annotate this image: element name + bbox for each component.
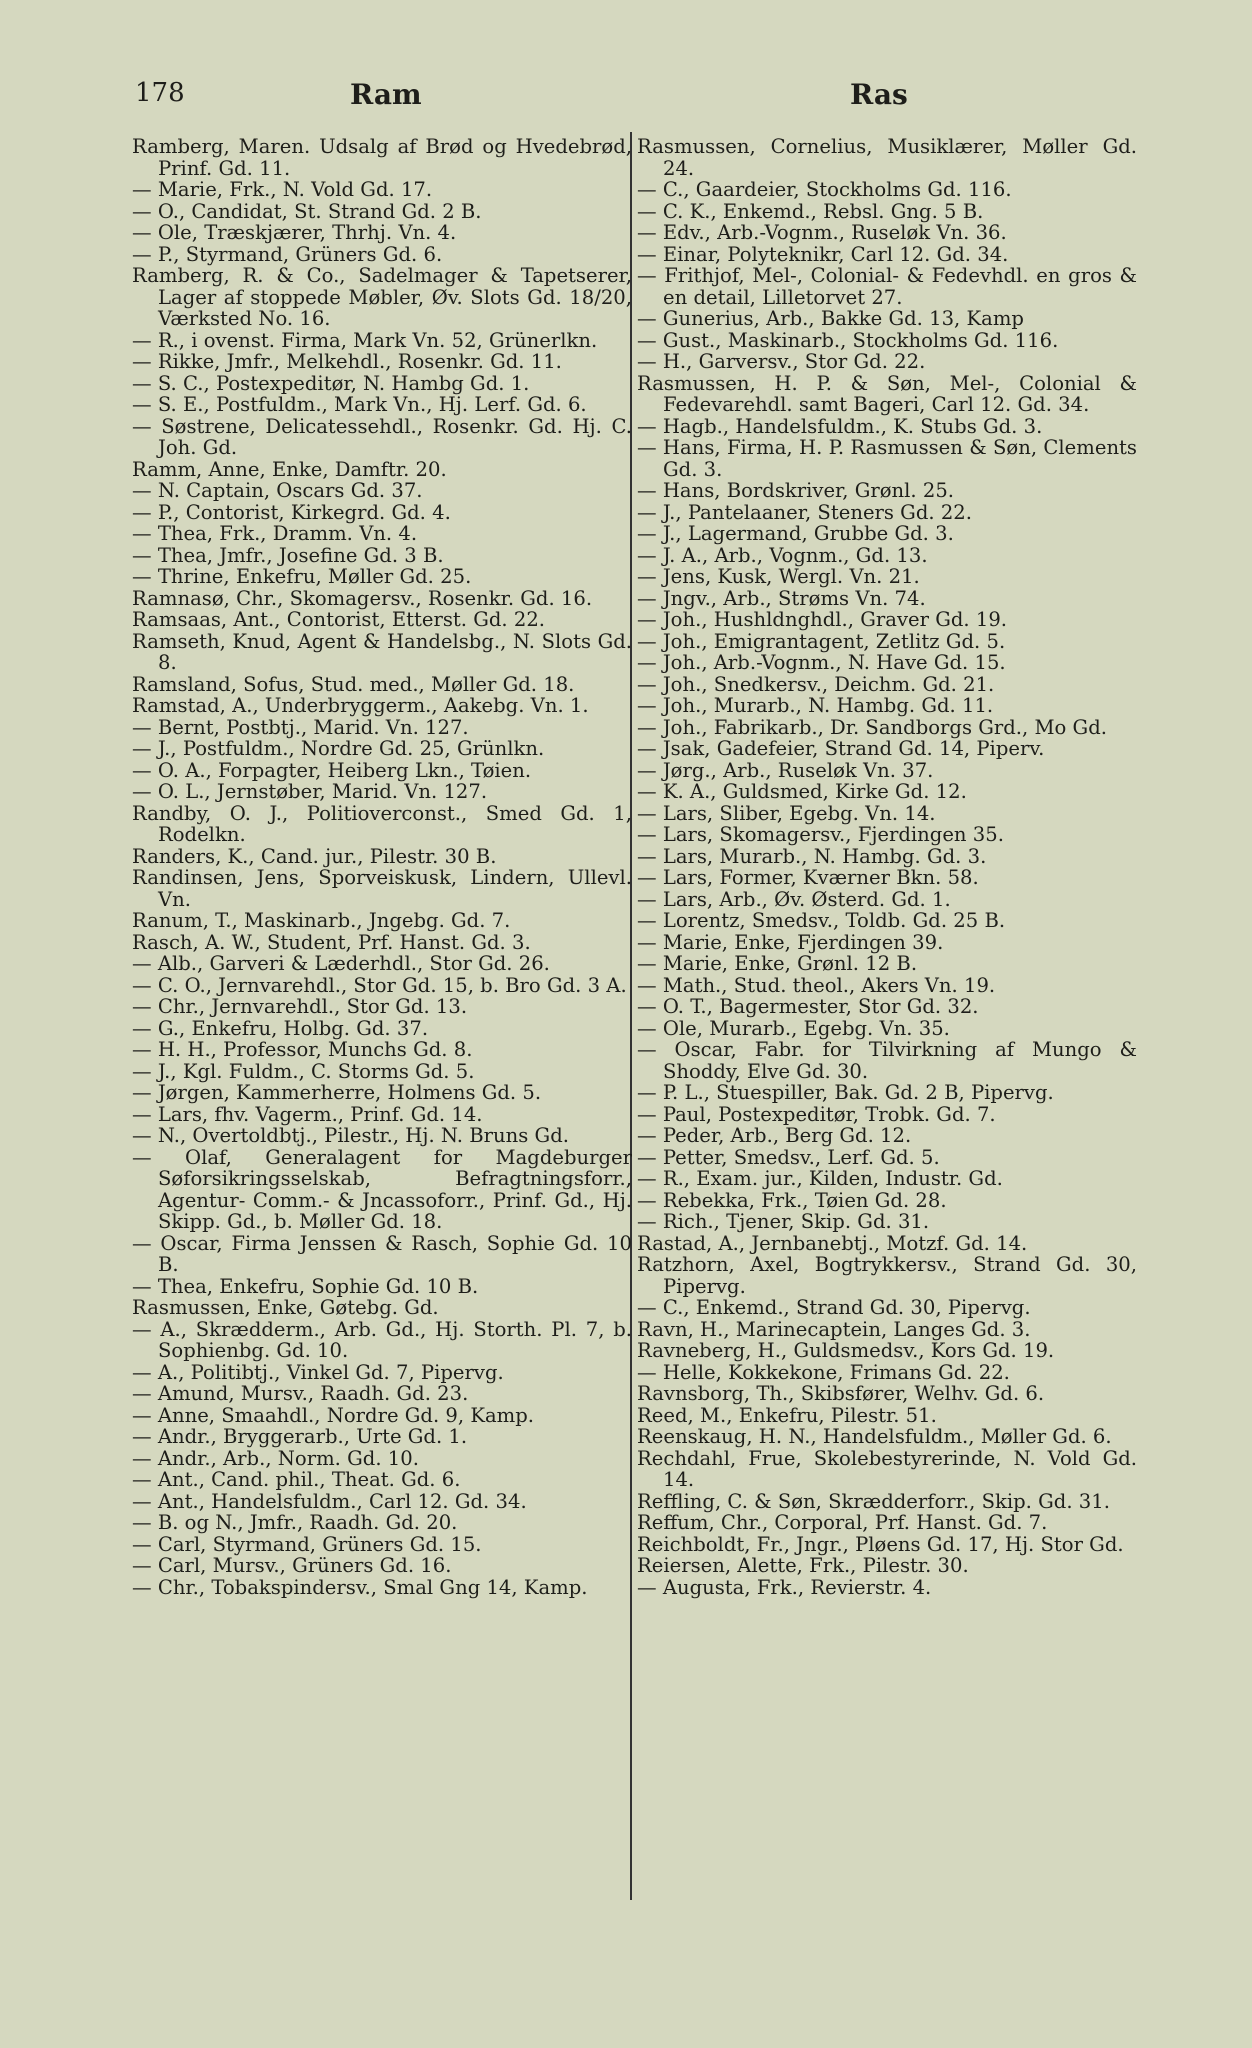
directory-entry: — Joh., Snedkersv., Deichm. Gd. 21. [637, 672, 995, 696]
directory-entry: — Frithjof, Mel-, Colonial- & Fedevhdl. en gros & en detail, Lilletorvet 27. [637, 264, 1137, 309]
directory-entry: — B. og N., Jmfr., Raadh. Gd. 20. [132, 1511, 458, 1534]
directory-entry: — O. A., Forpagter, Heiberg Lkn., Tøien. [132, 758, 532, 782]
directory-entry: Ranum, T., Maskinarb., Jngebg. Gd. 7. [132, 909, 511, 932]
directory-entry: — Jens, Kusk, Wergl. Vn. 21. [637, 565, 920, 588]
page-number: 178 [135, 78, 185, 108]
directory-entry: Reiersen, Alette, Frk., Pilestr. 30. [637, 1554, 969, 1577]
directory-entry: Ramseth, Knud, Agent & Handelsbg., N. Slots Gd. 8. [132, 629, 632, 674]
directory-entry: — Ant., Handelsfuldm., Carl 12. Gd. 34. [132, 1489, 527, 1513]
directory-entry: — P., Contorist, Kirkegrd. Gd. 4. [132, 500, 451, 524]
directory-entry: — Lars, Skomagersv., Fjerdingen 35. [637, 823, 1004, 846]
directory-entry: — J. A., Arb., Vognm., Gd. 13. [637, 543, 928, 567]
directory-entry: Randinsen, Jens, Sporveiskusk, Lindern, Ullevl. Vn. [132, 866, 632, 911]
directory-entry: — C. O., Jernvarehdl., Stor Gd. 15, b. Bro Gd. 3 A. [132, 973, 627, 997]
directory-entry: — Anne, Smaahdl., Nordre Gd. 9, Kamp. [132, 1403, 535, 1427]
directory-entry: — O. T., Bagermester, Stor Gd. 32. [637, 995, 979, 1018]
directory-entry: — Edv., Arb.-Vognm., Ruseløk Vn. 36. [637, 221, 1007, 244]
directory-entry: Ramberg, R. & Co., Sadelmager & Tapetserer, Lager af stoppede Møbler, Øv. Slots Gd. 18/20, Værksted No. 16. [132, 264, 632, 330]
directory-entry: — Thea, Enkefru, Sophie Gd. 10 B. [132, 1274, 479, 1298]
directory-entry: — Lars, Arb., Øv. Østerd. Gd. 1. [637, 887, 951, 911]
directory-entry: — Hans, Bordskriver, Grønl. 25. [637, 479, 955, 502]
directory-entry: — K. A., Guldsmed, Kirke Gd. 12. [637, 780, 967, 803]
directory-entry: — Joh., Fabrikarb., Dr. Sandborgs Grd., Mo Gd. [637, 715, 1107, 739]
directory-entry: — Hagb., Handelsfuldm., K. Stubs Gd. 3. [637, 414, 1043, 438]
directory-entry: — Peder, Arb., Berg Gd. 12. [637, 1124, 912, 1147]
directory-entry: — R., Exam. jur., Kilden, Industr. Gd. [637, 1167, 1003, 1190]
directory-entry: Ramm, Anne, Enke, Damftr. 20. [132, 457, 447, 481]
directory-entry: — Petter, Smedsv., Lerf. Gd. 5. [637, 1145, 940, 1169]
directory-entry: — G., Enkefru, Holbg. Gd. 37. [132, 1016, 429, 1040]
directory-entry: Ramstad, A., Underbryggerm., Aakebg. Vn. 1. [132, 694, 589, 717]
directory-entry: — J., Lagermand, Grubbe Gd. 3. [637, 522, 954, 545]
right-running-head: Ras [850, 78, 908, 111]
directory-entry: — Gust., Maskinarb., Stockholms Gd. 116. [637, 328, 1059, 352]
directory-entry: Reed, M., Enkefru, Pilestr. 51. [637, 1403, 937, 1427]
directory-entry: Ramnasø, Chr., Skomagersv., Rosenkr. Gd. 16. [132, 586, 593, 610]
left-running-head: Ram [350, 78, 422, 111]
directory-entry: — J., Pantelaaner, Steners Gd. 22. [637, 500, 972, 524]
directory-entry: Rasmussen, Enke, Gøtebg. Gd. [132, 1296, 439, 1319]
directory-entry: — Jsak, Gadefeier, Strand Gd. 14, Piperv. [637, 737, 1045, 760]
directory-entry: — Bernt, Postbtj., Marid. Vn. 127. [132, 715, 469, 739]
directory-entry: — A., Politibtj., Vinkel Gd. 7, Pipervg. [132, 1360, 504, 1384]
directory-entry: Ravneberg, H., Guldsmedsv., Kors Gd. 19. [637, 1339, 1055, 1362]
directory-entry: — Thrine, Enkefru, Møller Gd. 25. [132, 565, 472, 588]
right-column [637, 136, 1137, 1598]
directory-entry: — C., Enkemd., Strand Gd. 30, Pipervg. [637, 1296, 1031, 1319]
directory-entry: — J., Postfuldm., Nordre Gd. 25, Grünlkn. [132, 737, 545, 760]
directory-entry: — S. C., Postexpeditør, N. Hambg Gd. 1. [132, 371, 530, 395]
directory-entry: Ravn, H., Marinecaptein, Langes Gd. 3. [637, 1317, 1031, 1341]
directory-entry: — Rebekka, Frk., Tøien Gd. 28. [637, 1188, 947, 1212]
directory-entry: — Marie, Enke, Fjerdingen 39. [637, 930, 944, 954]
directory-entry: Ramsaas, Ant., Contorist, Etterst. Gd. 22. [132, 608, 546, 631]
directory-entry: Reffum, Chr., Corporal, Prf. Hanst. Gd. 7. [637, 1511, 1048, 1534]
directory-entry: — Einar, Polyteknikr, Carl 12. Gd. 34. [637, 242, 1009, 266]
directory-entry: — Lars, Murarb., N. Hambg. Gd. 3. [637, 844, 987, 868]
directory-entry: Reffling, C. & Søn, Skrædderforr., Skip. Gd. 31. [637, 1489, 1110, 1513]
left-column [132, 136, 632, 1598]
directory-entry: — Carl, Mursv., Grüners Gd. 16. [132, 1554, 452, 1577]
directory-entry: Rasmussen, Cornelius, Musiklærer, Møller Gd. 24. [637, 135, 1137, 180]
directory-entry: — Marie, Frk., N. Vold Gd. 17. [132, 178, 433, 201]
directory-entry: — Lars, Sliber, Egebg. Vn. 14. [637, 801, 936, 825]
directory-entry: — S. E., Postfuldm., Mark Vn., Hj. Lerf. Gd. 6. [132, 393, 587, 416]
directory-entry: — Marie, Enke, Grønl. 12 B. [637, 952, 918, 975]
directory-entry: — P. L., Stuespiller, Bak. Gd. 2 B, Pipervg. [637, 1081, 1054, 1104]
directory-entry: — Joh., Hushldnghdl., Graver Gd. 19. [637, 608, 1008, 631]
directory-entry: Rasch, A. W., Student, Prf. Hanst. Gd. 3. [132, 930, 531, 954]
directory-entry: Rasmussen, H. P. & Søn, Mel-, Colonial & Fedevarehdl. samt Bageri, Carl 12. Gd. 34. [637, 371, 1137, 416]
directory-entry: — Oscar, Firma Jenssen & Rasch, Sophie Gd. 10 B. [132, 1231, 632, 1276]
directory-entry: — Rikke, Jmfr., Melkehdl., Rosenkr. Gd. 11. [132, 350, 562, 373]
directory-entry: Ramberg, Maren. Udsalg af Brød og Hvedebrød, Prinf. Gd. 11. [132, 135, 632, 180]
directory-entry: — Joh., Emigrantagent, Zetlitz Gd. 5. [637, 629, 1006, 653]
directory-entry: — H. H., Professor, Munchs Gd. 8. [132, 1038, 473, 1061]
directory-entry: — Olaf, Generalagent for Magdeburger Søforsikringsselskab, Befragtningsforr., Agentur- Comm.- & Jncassoforr., Prinf. Gd., Hj. Skipp. Gd., b. Møller Gd. 18. [132, 1145, 632, 1233]
directory-entry: — P., Styrmand, Grüners Gd. 6. [132, 242, 443, 266]
directory-entry: — Paul, Postexpeditør, Trobk. Gd. 7. [637, 1102, 996, 1126]
directory-entry: — Rich., Tjener, Skip. Gd. 31. [637, 1210, 930, 1233]
directory-entry: — O. L., Jernstøber, Marid. Vn. 127. [132, 780, 488, 803]
directory-entry: Ramsland, Sofus, Stud. med., Møller Gd. 18. [132, 672, 575, 696]
directory-entry: — Oscar, Fabr. for Tilvirkning af Mungo & Shoddy, Elve Gd. 30. [637, 1038, 1137, 1083]
directory-entry: — Joh., Arb.-Vognm., N. Have Gd. 15. [637, 651, 1006, 674]
directory-entry: — Augusta, Frk., Revierstr. 4. [637, 1575, 932, 1599]
directory-entry: — Math., Stud. theol., Akers Vn. 19. [637, 973, 996, 997]
directory-entry: — Ole, Træskjærer, Thrhj. Vn. 4. [132, 221, 457, 244]
directory-entry: — C., Gaardeier, Stockholms Gd. 116. [637, 178, 1012, 201]
directory-entry: Reichboldt, Fr., Jngr., Pløens Gd. 17, Hj. Stor Gd. [637, 1532, 1124, 1556]
directory-entry: — Hans, Firma, H. P. Rasmussen & Søn, Clements Gd. 3. [637, 436, 1137, 481]
directory-entry: — Chr., Jernvarehdl., Stor Gd. 13. [132, 995, 468, 1018]
directory-entry: — Jørg., Arb., Ruseløk Vn. 37. [637, 758, 934, 782]
directory-entry: — Lars, Former, Kværner Bkn. 58. [637, 866, 979, 889]
directory-entry: — Lars, fhv. Vagerm., Prinf. Gd. 14. [132, 1102, 483, 1126]
directory-entry: — O., Candidat, St. Strand Gd. 2 B. [132, 199, 482, 223]
directory-entry: — Jørgen, Kammerherre, Holmens Gd. 5. [132, 1081, 542, 1104]
directory-entry: — Helle, Kokkekone, Frimans Gd. 22. [637, 1360, 1010, 1384]
directory-entry: — C. K., Enkemd., Rebsl. Gng. 5 B. [637, 199, 984, 223]
directory-entry: — Lorentz, Smedsv., Toldb. Gd. 25 B. [637, 909, 1006, 932]
directory-entry: — A., Skrædderm., Arb. Gd., Hj. Storth. Pl. 7, b. Sophienbg. Gd. 10. [132, 1317, 632, 1362]
directory-entry: — Thea, Jmfr., Josefine Gd. 3 B. [132, 543, 444, 567]
directory-entry: Rechdahl, Frue, Skolebestyrerinde, N. Vold Gd. 14. [637, 1446, 1137, 1491]
directory-entry: — Jngv., Arb., Strøms Vn. 74. [637, 586, 926, 610]
directory-entry: — Alb., Garveri & Læderhdl., Stor Gd. 26. [132, 952, 550, 975]
directory-entry: — N., Overtoldbtj., Pilestr., Hj. N. Bruns Gd. [132, 1124, 569, 1147]
directory-entry: Randby, O. J., Politioverconst., Smed Gd. 1, Rodelkn. [132, 801, 632, 846]
directory-entry: — Chr., Tobakspindersv., Smal Gng 14, Kamp. [132, 1575, 588, 1599]
page-header [0, 78, 1252, 118]
directory-entry: Ravnsborg, Th., Skibsfører, Welhv. Gd. 6. [637, 1382, 1045, 1405]
directory-entry: — H., Garversv., Stor Gd. 22. [637, 350, 926, 373]
directory-entry: — R., i ovenst. Firma, Mark Vn. 52, Grünerlkn. [132, 328, 598, 352]
directory-entry: — Gunerius, Arb., Bakke Gd. 13, Kamp [637, 307, 1024, 330]
directory-entry: — Andr., Bryggerarb., Urte Gd. 1. [132, 1425, 468, 1448]
directory-entry: — Søstrene, Delicatessehdl., Rosenkr. Gd. Hj. C. Joh. Gd. [132, 414, 632, 459]
directory-entry: Reenskaug, H. N., Handelsfuldm., Møller Gd. 6. [637, 1425, 1112, 1448]
directory-entry: — Andr., Arb., Norm. Gd. 10. [132, 1446, 419, 1470]
directory-entry: — Joh., Murarb., N. Hambg. Gd. 11. [637, 694, 994, 717]
directory-entry: — Amund, Mursv., Raadh. Gd. 23. [132, 1382, 469, 1405]
directory-entry: Ratzhorn, Axel, Bogtrykkersv., Strand Gd. 30, Pipervg. [637, 1253, 1137, 1298]
directory-entry: Rastad, A., Jernbanebtj., Motzf. Gd. 14. [637, 1231, 1028, 1255]
directory-entry: — J., Kgl. Fuldm., C. Storms Gd. 5. [132, 1059, 475, 1083]
directory-entry: — Ant., Cand. phil., Theat. Gd. 6. [132, 1468, 461, 1491]
directory-entry: — Ole, Murarb., Egebg. Vn. 35. [637, 1016, 950, 1040]
directory-entry: Randers, K., Cand. jur., Pilestr. 30 B. [132, 844, 497, 868]
directory-entry: — Thea, Frk., Dramm. Vn. 4. [132, 522, 418, 545]
directory-entry: — Carl, Styrmand, Grüners Gd. 15. [132, 1532, 482, 1556]
directory-entry: — N. Captain, Oscars Gd. 37. [132, 479, 423, 502]
